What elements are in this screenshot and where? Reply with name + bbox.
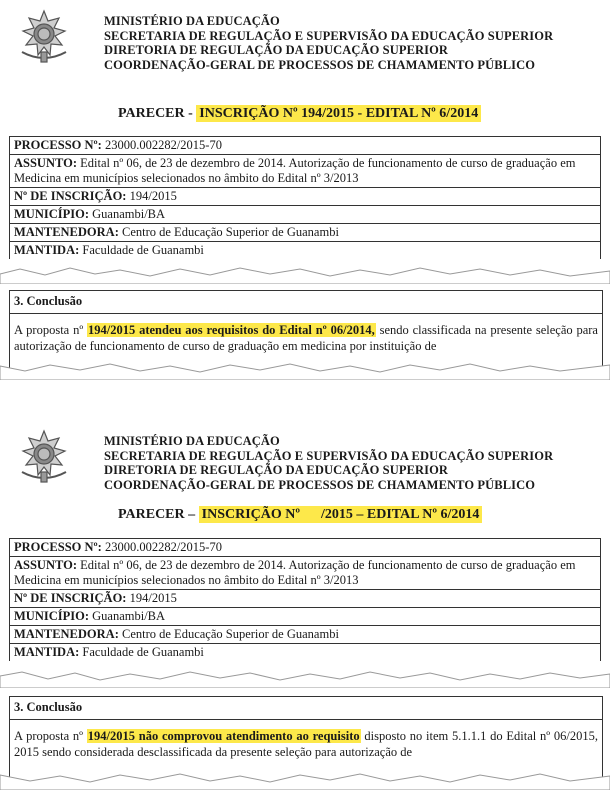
table-row: MANTENEDORA: Centro de Educação Superior de Guanambi (10, 626, 601, 644)
secretariat-name: SECRETARIA DE REGULAÇÃO E SUPERVISÃO DA EDUCAÇÃO SUPERIOR (104, 448, 554, 463)
torn-edge (0, 670, 610, 688)
table-row: MUNICÍPIO: Guanambi/BA (10, 206, 601, 224)
table-row: Nº DE INSCRIÇÃO: 194/2015 (10, 590, 601, 608)
conclusion-highlight: 194/2015 não comprovou atendimento ao requisito (87, 729, 360, 743)
coordination-name: COORDENAÇÃO-GERAL DE PROCESSOS DE CHAMAMENTO PÚBLICO (104, 477, 536, 492)
letterhead-text (104, 14, 553, 72)
conclusion-text: A proposta nº 194/2015 não comprovou atendimento ao requisito disposto no item 5.1.1.1 do Edital nº 06/2015, 2015 sendo considerada desclassificada da presente seleção para autorização de (14, 729, 599, 759)
table-row: ASSUNTO: Edital nº 06, de 23 de dezembro de 2014. Autorização de funcionamento de curso de graduação em Medicina em municípios selecionados no âmbito do Edital nº 3/2013 (10, 557, 601, 590)
conclusion-title: 3. Conclusão (10, 291, 602, 314)
table-row: MANTIDA: Faculdade de Guanambi (10, 242, 601, 260)
parecer-title (118, 106, 481, 122)
parecer-highlight: INSCRIÇÃO Nº 194/2015 - EDITAL Nº 6/2014 (196, 105, 481, 122)
table-row: MANTIDA: Faculdade de Guanambi (10, 644, 601, 662)
table-row: PROCESSO Nº: 23000.002282/2015-70 (10, 137, 601, 155)
process-info-table (9, 136, 601, 259)
letterhead (0, 408, 610, 492)
conclusion-box (9, 290, 603, 369)
parecer-title (118, 507, 482, 523)
parecer-document-approved (0, 0, 610, 353)
table-row: ASSUNTO: Edital nº 06, de 23 de dezembro de 2014. Autorização de funcionamento de curso de graduação em Medicina em municípios selecionados no âmbito do Edital nº 3/2013 (10, 155, 601, 188)
conclusion-title: 3. Conclusão (10, 697, 602, 720)
torn-edge (0, 266, 610, 284)
parecer-prefix: PARECER - (118, 106, 197, 121)
table-row: MANTENEDORA: Centro de Educação Superior de Guanambi (10, 224, 601, 242)
conclusion-text: A proposta nº 194/2015 atendeu aos requisitos do Edital nº 06/2014, sendo classificada na presente seleção para autorização de funcionamento de curso de graduação em medicina por instituição de (14, 323, 598, 353)
torn-edge (0, 772, 610, 790)
secretariat-name: SECRETARIA DE REGULAÇÃO E SUPERVISÃO DA EDUCAÇÃO SUPERIOR (104, 28, 554, 43)
table-row: PROCESSO Nº: 23000.002282/2015-70 (10, 539, 601, 557)
brazil-coat-of-arms-icon (14, 428, 74, 486)
parecer-highlight: INSCRIÇÃO Nº /2015 – EDITAL Nº 6/2014 (199, 506, 483, 523)
brazil-coat-of-arms-icon (14, 8, 74, 66)
letterhead (0, 0, 610, 70)
parecer-document-rejected (0, 408, 610, 759)
table-row: MUNICÍPIO: Guanambi/BA (10, 608, 601, 626)
table-row: Nº DE INSCRIÇÃO: 194/2015 (10, 188, 601, 206)
coordination-name: COORDENAÇÃO-GERAL DE PROCESSOS DE CHAMAMENTO PÚBLICO (104, 57, 536, 72)
letterhead-text (104, 434, 553, 492)
process-info-table (9, 538, 601, 661)
directorate-name: DIRETORIA DE REGULAÇÃO DA EDUCAÇÃO SUPERIOR (104, 43, 449, 57)
ministry-name: MINISTÉRIO DA EDUCAÇÃO (104, 434, 280, 448)
parecer-prefix: PARECER – (118, 507, 199, 522)
conclusion-highlight: 194/2015 atendeu aos requisitos do Edital nº 06/2014, (88, 323, 375, 337)
ministry-name: MINISTÉRIO DA EDUCAÇÃO (104, 14, 280, 28)
directorate-name: DIRETORIA DE REGULAÇÃO DA EDUCAÇÃO SUPERIOR (104, 463, 449, 477)
torn-edge (0, 362, 610, 380)
